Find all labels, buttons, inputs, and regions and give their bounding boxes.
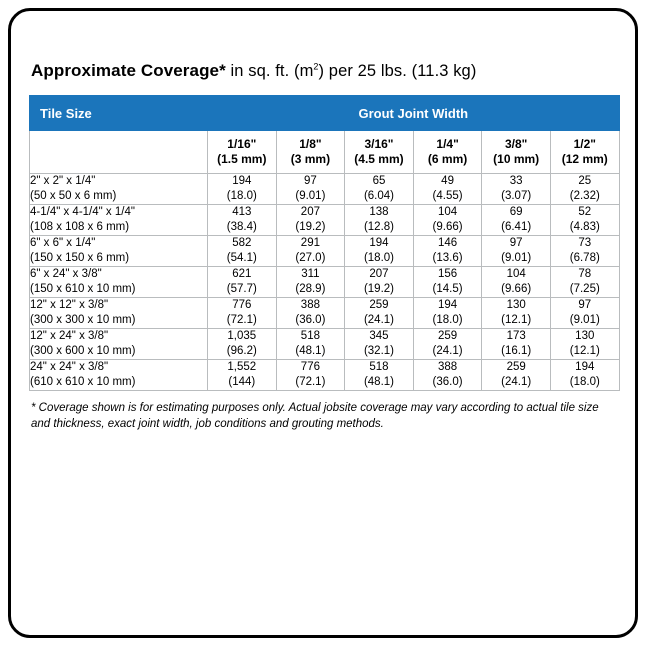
row-4-size-metric: (300 x 300 x 10 mm) [30,314,136,326]
table-header-row [30,96,620,131]
cell-0-3 [413,174,482,205]
cell-5-1 [276,329,345,360]
cell-3-3-sqft: 156 [437,268,458,280]
cell-6-4-sqft: 259 [506,361,526,373]
row-1-size [30,205,208,236]
table-row [30,236,620,267]
cell-2-4-sqft: 97 [509,237,523,249]
footnote: * Coverage shown is for estimating purposes only. Actual jobsite coverage may vary according to actual tile size and thickness, exact joint width, job conditions and grouting methods. [31,402,599,430]
cell-2-5-m2: (6.78) [569,252,600,264]
row-3-size-imperial: 6" x 24" x 3/8" [30,268,102,280]
subheader-col-4-imperial: 3/8" [504,137,528,151]
cell-0-2-sqft: 65 [372,175,386,187]
row-6-size-metric: (610 x 610 x 10 mm) [30,376,136,388]
table-row [30,360,620,391]
subheader-col-5-metric: (12 mm) [561,152,608,166]
table-row [30,329,620,360]
subheader-col-3 [413,131,482,174]
cell-6-1-m2: (72.1) [295,376,326,388]
cell-1-3-sqft: 104 [437,206,458,218]
cell-1-5-sqft: 52 [578,206,592,218]
cell-5-0-sqft: 1,035 [227,330,257,342]
cell-3-1-m2: (28.9) [295,283,326,295]
cell-6-4-m2: (24.1) [501,376,532,388]
coverage-card [8,8,638,638]
subheader-col-2-metric: (4.5 mm) [354,152,404,166]
cell-6-5-m2: (18.0) [569,376,600,388]
cell-5-3 [413,329,482,360]
cell-0-1-sqft: 97 [303,175,317,187]
cell-2-4 [482,236,551,267]
row-3-size-metric: (150 x 610 x 10 mm) [30,283,136,295]
row-0-size [30,174,208,205]
cell-6-0-sqft: 1,552 [227,361,257,373]
cell-0-4-sqft: 33 [509,175,523,187]
row-2-size [30,236,208,267]
cell-2-5 [550,236,619,267]
cell-6-0-m2: (144) [228,376,256,388]
subheader-col-3-metric: (6 mm) [427,152,468,166]
subheader-col-2 [345,131,414,174]
cell-2-1 [276,236,345,267]
cell-1-3-m2: (9.66) [432,221,463,233]
cell-6-5 [550,360,619,391]
cell-3-0-sqft: 621 [232,268,252,280]
subheader-blank [30,131,208,174]
cell-0-0-sqft: 194 [232,175,252,187]
cell-5-5-m2: (12.1) [569,345,600,357]
cell-4-3-m2: (18.0) [432,314,463,326]
cell-0-4-m2: (3.07) [501,190,532,202]
cell-2-1-sqft: 291 [300,237,320,249]
cell-1-0-sqft: 413 [232,206,252,218]
subheader-col-0 [208,131,277,174]
table-subheader-row [30,131,620,174]
cell-6-1 [276,360,345,391]
subheader-col-0-metric: (1.5 mm) [217,152,267,166]
table-row [30,205,620,236]
cell-2-0 [208,236,277,267]
page-title-superscript: 2 [313,61,319,72]
row-4-size [30,298,208,329]
cell-4-1 [276,298,345,329]
cell-2-4-m2: (9.01) [501,252,532,264]
subheader-col-1 [276,131,345,174]
cell-3-5 [550,267,619,298]
cell-3-0 [208,267,277,298]
subheader-col-1-metric: (3 mm) [290,152,331,166]
cell-4-4-m2: (12.1) [501,314,532,326]
cell-6-2-sqft: 518 [369,361,389,373]
row-6-size-imperial: 24" x 24" x 3/8" [30,361,109,373]
cell-1-1-m2: (19.2) [295,221,326,233]
cell-0-3-m2: (4.55) [432,190,463,202]
cell-4-0-sqft: 776 [232,299,252,311]
subheader-col-4-metric: (10 mm) [493,152,540,166]
header-grout-joint-width: Grout Joint Width [208,96,620,131]
cell-0-4 [482,174,551,205]
cell-3-5-m2: (7.25) [569,283,600,295]
card-content [29,61,619,432]
cell-3-2 [345,267,414,298]
table-row [30,298,620,329]
cell-1-0-m2: (38.4) [226,221,257,233]
subheader-col-5-imperial: 1/2" [573,137,596,151]
cell-3-4-sqft: 104 [506,268,526,280]
cell-4-5 [550,298,619,329]
cell-0-5 [550,174,619,205]
cell-3-3-m2: (14.5) [432,283,463,295]
cell-6-2-m2: (48.1) [363,376,394,388]
row-2-size-imperial: 6" x 6" x 1/4" [30,237,96,249]
row-3-size [30,267,208,298]
cell-6-3-m2: (36.0) [432,376,463,388]
subheader-col-3-imperial: 1/4" [436,137,459,151]
cell-0-1-m2: (9.01) [295,190,326,202]
cell-2-3-sqft: 146 [437,237,458,249]
cell-4-2 [345,298,414,329]
coverage-table [29,95,620,391]
cell-6-3-sqft: 388 [437,361,458,373]
row-1-size-imperial: 4-1/4" x 4-1/4" x 1/4" [30,206,135,218]
table-row [30,267,620,298]
row-0-size-imperial: 2" x 2" x 1/4" [30,175,96,187]
cell-6-3 [413,360,482,391]
cell-6-4 [482,360,551,391]
cell-1-2 [345,205,414,236]
cell-0-1 [276,174,345,205]
cell-5-1-m2: (48.1) [295,345,326,357]
cell-5-3-m2: (24.1) [432,345,463,357]
cell-1-4-m2: (6.41) [501,221,532,233]
cell-1-4-sqft: 69 [509,206,523,218]
subheader-col-1-imperial: 1/8" [299,137,322,151]
cell-2-3 [413,236,482,267]
cell-6-1-sqft: 776 [300,361,320,373]
cell-1-4 [482,205,551,236]
cell-5-0-m2: (96.2) [226,345,257,357]
table-row [30,174,620,205]
cell-3-5-sqft: 78 [578,268,592,280]
cell-4-3 [413,298,482,329]
page-title-pre: in sq. ft. (m [225,62,314,80]
cell-0-0-m2: (18.0) [226,190,257,202]
cell-1-3 [413,205,482,236]
cell-4-4-sqft: 130 [506,299,526,311]
cell-4-0-m2: (72.1) [226,314,257,326]
cell-0-0 [208,174,277,205]
cell-1-1-sqft: 207 [300,206,320,218]
cell-5-2 [345,329,414,360]
cell-1-0 [208,205,277,236]
cell-3-3 [413,267,482,298]
row-5-size [30,329,208,360]
cell-5-4-sqft: 173 [506,330,526,342]
row-5-size-metric: (300 x 600 x 10 mm) [30,345,136,357]
cell-4-5-sqft: 97 [578,299,592,311]
page-title [31,61,619,81]
cell-3-1 [276,267,345,298]
page-title-bold: Approximate Coverage* [31,61,226,80]
page-title-post: ) per 25 lbs. (11.3 kg) [318,62,477,80]
cell-2-2-sqft: 194 [369,237,389,249]
cell-4-2-m2: (24.1) [363,314,394,326]
row-4-size-imperial: 12" x 12" x 3/8" [30,299,109,311]
cell-5-1-sqft: 518 [300,330,320,342]
subheader-col-2-imperial: 3/16" [364,137,394,151]
cell-4-4 [482,298,551,329]
cell-5-2-sqft: 345 [369,330,389,342]
subheader-col-4 [482,131,551,174]
cell-1-1 [276,205,345,236]
cell-0-5-sqft: 25 [578,175,592,187]
subheader-col-0-imperial: 1/16" [227,137,257,151]
cell-5-2-m2: (32.1) [363,345,394,357]
cell-0-3-sqft: 49 [441,175,454,187]
row-1-size-metric: (108 x 108 x 6 mm) [30,221,130,233]
cell-3-2-m2: (19.2) [363,283,394,295]
cell-0-5-m2: (2.32) [569,190,600,202]
cell-5-4-m2: (16.1) [501,345,532,357]
cell-4-1-sqft: 388 [300,299,320,311]
cell-4-0 [208,298,277,329]
cell-4-3-sqft: 194 [437,299,458,311]
cell-5-4 [482,329,551,360]
subheader-col-5 [550,131,619,174]
cell-4-1-m2: (36.0) [295,314,326,326]
cell-0-2-m2: (6.04) [363,190,394,202]
cell-6-0 [208,360,277,391]
cell-3-4 [482,267,551,298]
cell-5-3-sqft: 259 [437,330,458,342]
cell-0-2 [345,174,414,205]
cell-1-2-sqft: 138 [369,206,389,218]
cell-2-1-m2: (27.0) [295,252,326,264]
cell-2-0-m2: (54.1) [226,252,257,264]
cell-3-4-m2: (9.66) [501,283,532,295]
cell-5-0 [208,329,277,360]
cell-1-5-m2: (4.83) [569,221,600,233]
cell-1-5 [550,205,619,236]
header-tile-size: Tile Size [30,96,208,131]
cell-3-0-m2: (57.7) [226,283,257,295]
cell-2-2 [345,236,414,267]
cell-4-2-sqft: 259 [369,299,389,311]
cell-3-1-sqft: 311 [301,268,320,280]
row-0-size-metric: (50 x 50 x 6 mm) [30,190,117,202]
cell-1-2-m2: (12.8) [363,221,394,233]
row-2-size-metric: (150 x 150 x 6 mm) [30,252,130,264]
cell-2-5-sqft: 73 [578,237,592,249]
cell-6-2 [345,360,414,391]
cell-2-3-m2: (13.6) [432,252,463,264]
row-6-size [30,360,208,391]
cell-2-0-sqft: 582 [232,237,252,249]
row-5-size-imperial: 12" x 24" x 3/8" [30,330,109,342]
cell-3-2-sqft: 207 [369,268,389,280]
cell-5-5-sqft: 130 [575,330,595,342]
cell-2-2-m2: (18.0) [363,252,394,264]
cell-4-5-m2: (9.01) [569,314,600,326]
cell-6-5-sqft: 194 [575,361,595,373]
cell-5-5 [550,329,619,360]
